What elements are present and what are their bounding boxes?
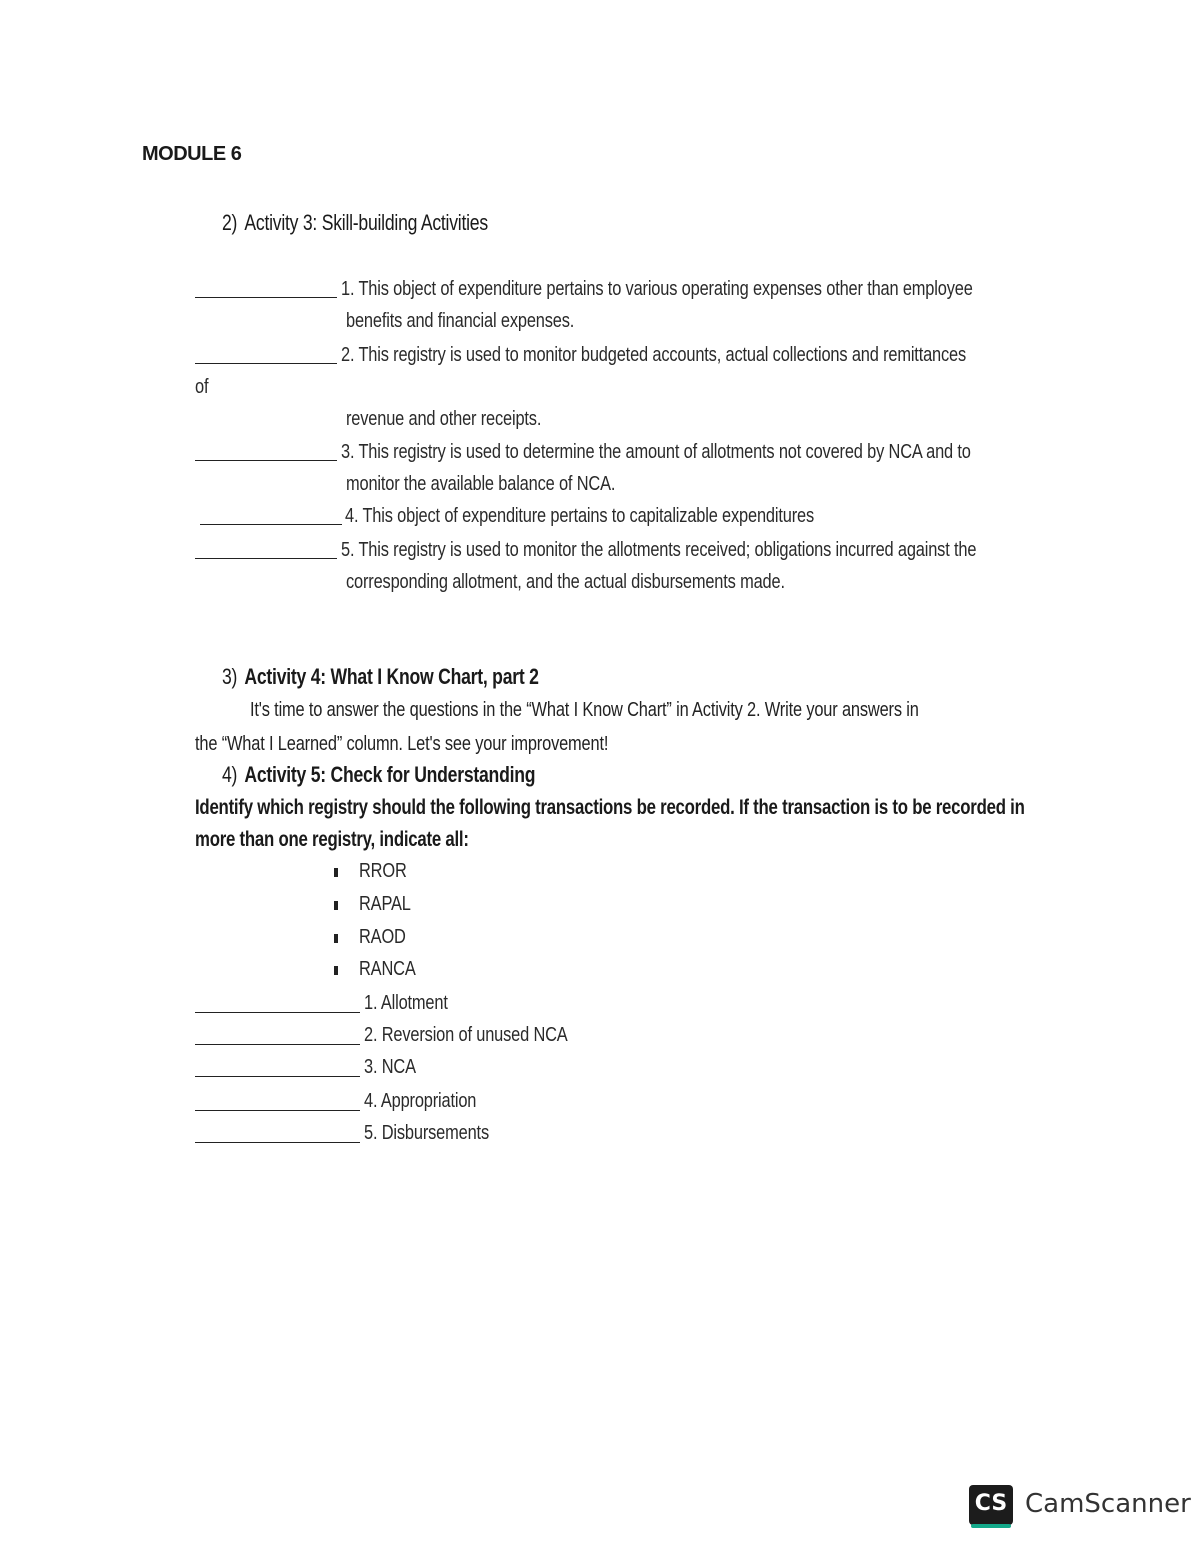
item-3-line2: monitor the available balance of NCA. bbox=[346, 473, 616, 495]
activity5-number: 4) bbox=[222, 762, 238, 787]
activity4-text-line2: the “What I Learned” column. Let's see your improvement! bbox=[195, 733, 609, 755]
item-3-line1: 3. This registry is used to determine the amount of allotments not covered by NCA and to bbox=[341, 441, 971, 463]
transaction-blank-3[interactable] bbox=[195, 1076, 360, 1077]
transaction-item-4: 4. Appropriation bbox=[364, 1090, 477, 1112]
item-2-wrap: of bbox=[195, 376, 209, 398]
transaction-blank-1[interactable] bbox=[195, 1012, 360, 1013]
bullet-icon bbox=[334, 901, 338, 910]
registry-item: RAPAL bbox=[359, 893, 411, 915]
answer-blank-5[interactable] bbox=[195, 558, 337, 559]
activity3-heading bbox=[222, 210, 488, 236]
answer-blank-4[interactable] bbox=[200, 524, 342, 525]
camscanner-logo-text: CS bbox=[974, 1491, 1008, 1516]
activity5-heading bbox=[222, 762, 535, 788]
activity3-number: 2) bbox=[222, 210, 238, 235]
activity5-instruction-line2: more than one registry, indicate all: bbox=[195, 828, 469, 851]
activity5-title: Activity 5: Check for Understanding bbox=[244, 762, 536, 787]
camscanner-logo-icon bbox=[969, 1485, 1013, 1525]
activity4-number: 3) bbox=[222, 664, 238, 689]
registry-item: RANCA bbox=[359, 958, 416, 980]
registry-item: RROR bbox=[359, 860, 407, 882]
item-1-line2: benefits and financial expenses. bbox=[346, 310, 575, 332]
transaction-item-5: 5. Disbursements bbox=[364, 1122, 489, 1144]
camscanner-brand: CamScanner bbox=[1025, 1489, 1191, 1519]
item-2-line2: revenue and other receipts. bbox=[346, 408, 542, 430]
activity4-heading bbox=[222, 664, 539, 690]
item-4-line1: 4. This object of expenditure pertains to capitalizable expenditures bbox=[345, 505, 815, 527]
transaction-blank-2[interactable] bbox=[195, 1044, 360, 1045]
activity4-title: Activity 4: What I Know Chart, part 2 bbox=[244, 664, 539, 689]
camscanner-logo-stripe bbox=[971, 1524, 1011, 1528]
transaction-item-3: 3. NCA bbox=[364, 1056, 416, 1078]
transaction-blank-4[interactable] bbox=[195, 1110, 360, 1111]
activity5-instruction-line1: Identify which registry should the following transactions be recorded. If the transaction is to be recorded in bbox=[195, 796, 1025, 819]
item-5-line2: corresponding allotment, and the actual disbursements made. bbox=[346, 571, 785, 593]
answer-blank-2[interactable] bbox=[195, 363, 337, 364]
transaction-item-1: 1. Allotment bbox=[364, 992, 448, 1014]
registry-item: RAOD bbox=[359, 926, 406, 948]
activity3-title: Activity 3: Skill-building Activities bbox=[244, 210, 488, 235]
activity4-text-line1: It's time to answer the questions in the “What I Know Chart” in Activity 2. Write your answers in bbox=[250, 699, 919, 721]
bullet-icon bbox=[334, 966, 338, 975]
answer-blank-1[interactable] bbox=[195, 297, 337, 298]
module-title: MODULE 6 bbox=[142, 143, 242, 165]
answer-blank-3[interactable] bbox=[195, 460, 337, 461]
item-5-line1: 5. This registry is used to monitor the allotments received; obligations incurred against the bbox=[341, 539, 977, 561]
bullet-icon bbox=[334, 868, 338, 877]
item-1-line1: 1. This object of expenditure pertains to various operating expenses other than employee bbox=[341, 278, 973, 300]
transaction-blank-5[interactable] bbox=[195, 1142, 360, 1143]
bullet-icon bbox=[334, 934, 338, 943]
item-2-line1: 2. This registry is used to monitor budgeted accounts, actual collections and remittances bbox=[341, 344, 967, 366]
transaction-item-2: 2. Reversion of unused NCA bbox=[364, 1024, 568, 1046]
